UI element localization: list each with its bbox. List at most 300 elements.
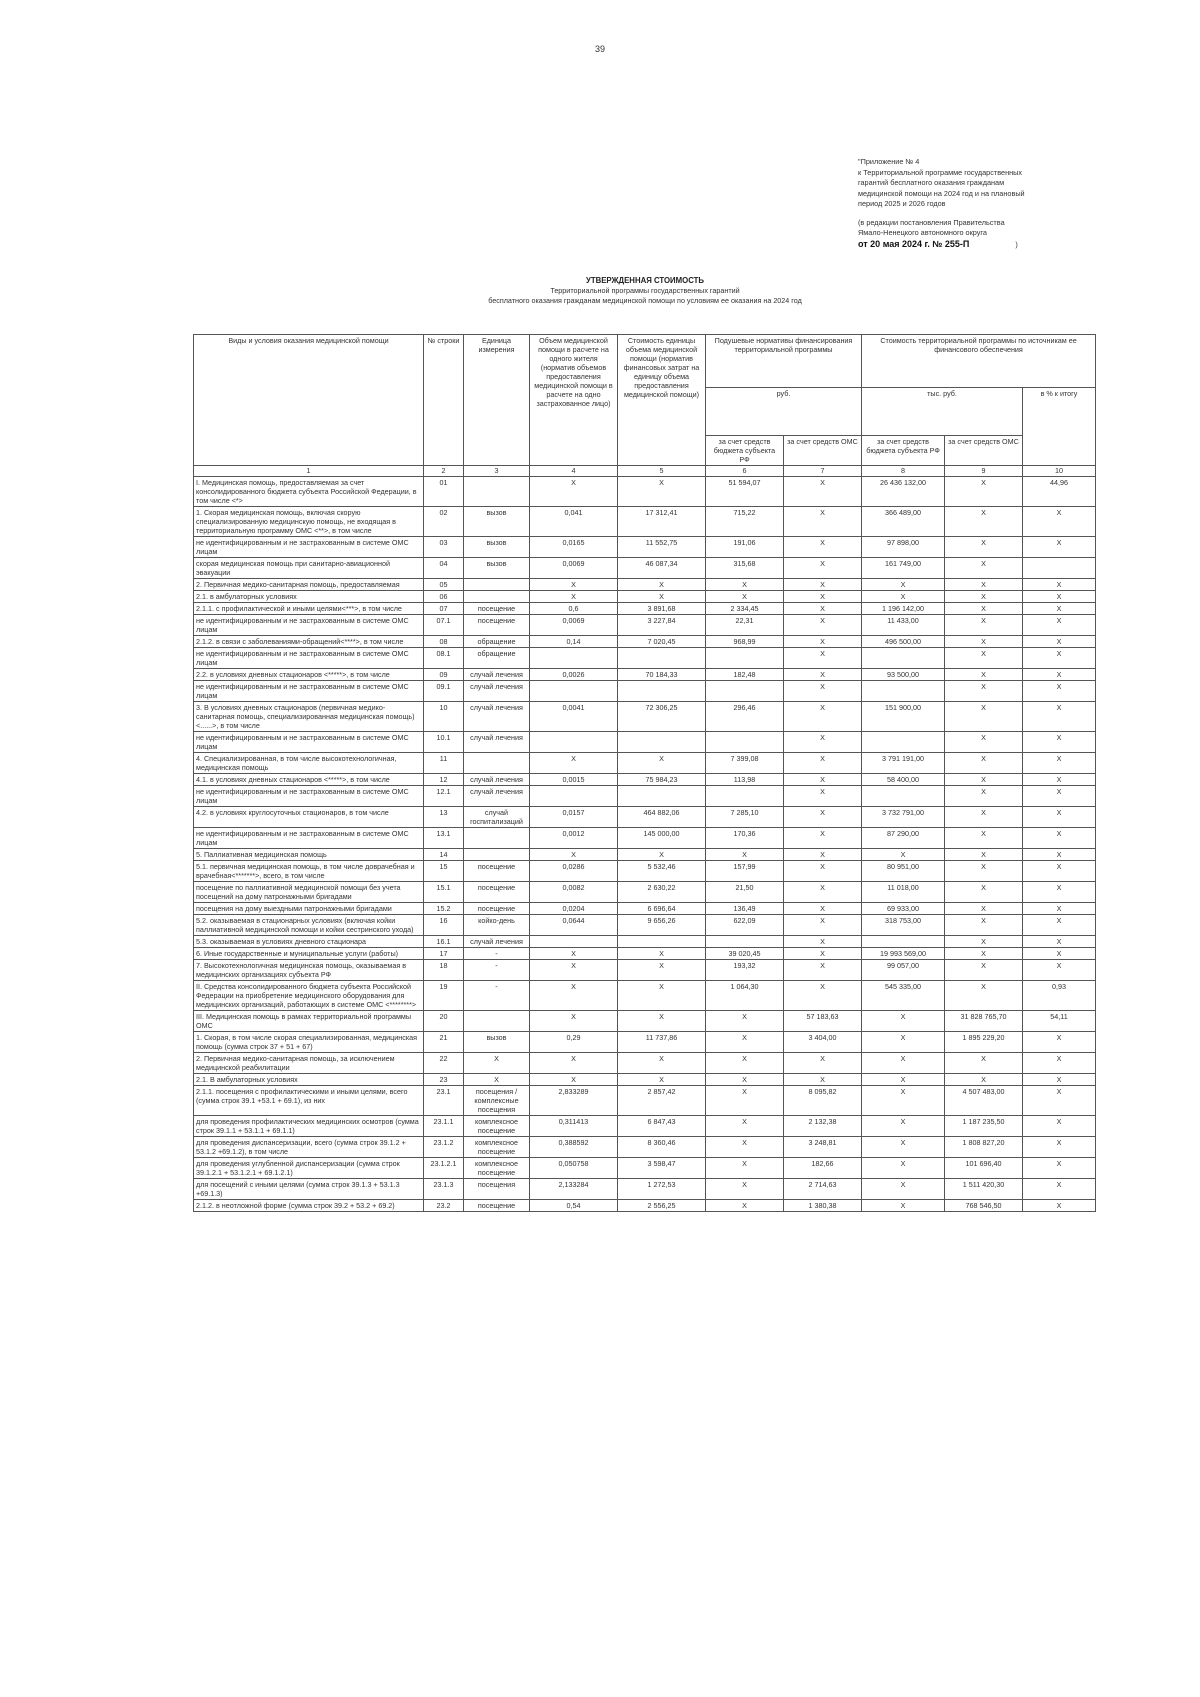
row-number: 04 xyxy=(424,558,464,579)
per-capita-budget-cell: Х xyxy=(706,579,784,591)
cost-budget-cell: 26 436 132,00 xyxy=(862,477,945,507)
percent-cell: Х xyxy=(1023,1179,1096,1200)
percent-cell: Х xyxy=(1023,1074,1096,1086)
unit-cell: случай лечения xyxy=(464,936,530,948)
volume-cell: 0,0041 xyxy=(530,702,618,732)
cost-budget-cell: Х xyxy=(862,1053,945,1074)
header-rub: руб. xyxy=(706,388,862,436)
cost-budget-cell: Х xyxy=(862,1200,945,1212)
percent-cell: Х xyxy=(1023,681,1096,702)
cost-budget-cell xyxy=(862,936,945,948)
table-row xyxy=(194,669,1096,681)
table-row xyxy=(194,702,1096,732)
cost-oms-cell: 4 507 483,00 xyxy=(945,1086,1023,1116)
cost-budget-cell: Х xyxy=(862,1116,945,1137)
table-row xyxy=(194,615,1096,636)
row-number: 18 xyxy=(424,960,464,981)
percent-cell: Х xyxy=(1023,603,1096,615)
volume-cell: Х xyxy=(530,753,618,774)
cost-budget-cell: Х xyxy=(862,1137,945,1158)
unit-cell xyxy=(464,1011,530,1032)
table-row xyxy=(194,1116,1096,1137)
row-number: 15.2 xyxy=(424,903,464,915)
column-numbers-row xyxy=(194,466,1096,477)
unit-cell: случай лечения xyxy=(464,732,530,753)
table-row xyxy=(194,1179,1096,1200)
volume-cell: 0,0069 xyxy=(530,558,618,579)
volume-cell: Х xyxy=(530,948,618,960)
cost-oms-cell: Х xyxy=(945,732,1023,753)
row-label: не идентифицированным и не застрахованным в системе ОМС лицам xyxy=(194,537,424,558)
per-capita-budget-cell: 2 334,45 xyxy=(706,603,784,615)
row-number: 06 xyxy=(424,591,464,603)
unit-cost-cell: 464 882,06 xyxy=(618,807,706,828)
per-capita-oms-cell: 3 248,81 xyxy=(784,1137,862,1158)
table-row xyxy=(194,828,1096,849)
table-row xyxy=(194,903,1096,915)
cost-budget-cell: Х xyxy=(862,1179,945,1200)
row-number: 23.1.2 xyxy=(424,1137,464,1158)
row-label: для посещений с иными целями (сумма строк 39.1.3 + 53.1.3 +69.1.3) xyxy=(194,1179,424,1200)
volume-cell: Х xyxy=(530,960,618,981)
row-label: 2.2. в условиях дневных стационаров <*****>, в том числе xyxy=(194,669,424,681)
cost-oms-cell: Х xyxy=(945,603,1023,615)
unit-cell xyxy=(464,753,530,774)
row-number: 09 xyxy=(424,669,464,681)
row-label: для проведения профилактических медицинских осмотров (сумма строк 39.1.1 + 53.1.1 + 69.1.1) xyxy=(194,1116,424,1137)
percent-cell: Х xyxy=(1023,786,1096,807)
per-capita-oms-cell: Х xyxy=(784,702,862,732)
unit-cost-cell: 72 306,25 xyxy=(618,702,706,732)
volume-cell: 0,0204 xyxy=(530,903,618,915)
per-capita-budget-cell: 7 399,08 xyxy=(706,753,784,774)
per-capita-budget-cell: 7 285,10 xyxy=(706,807,784,828)
unit-cost-cell: Х xyxy=(618,981,706,1011)
volume-cell: 0,54 xyxy=(530,1200,618,1212)
row-label: 2.1.1. посещения с профилактическими и иными целями, всего (сумма строк 39.1 +53.1 + 69.1), из них xyxy=(194,1086,424,1116)
row-label: 4.2. в условиях круглосуточных стационаров, в том числе xyxy=(194,807,424,828)
volume-cell xyxy=(530,648,618,669)
percent-cell: Х xyxy=(1023,948,1096,960)
row-label: 2.1. В амбулаторных условиях xyxy=(194,1074,424,1086)
table-row xyxy=(194,579,1096,591)
per-capita-oms-cell: 8 095,82 xyxy=(784,1086,862,1116)
row-number: 12.1 xyxy=(424,786,464,807)
row-label: 3. В условиях дневных стационаров (первичная медико-санитарная помощь, специализированная медицинская помощь)<......>, в том числе xyxy=(194,702,424,732)
table-row xyxy=(194,732,1096,753)
per-capita-oms-cell: Х xyxy=(784,732,862,753)
table-row xyxy=(194,537,1096,558)
cost-budget-cell: Х xyxy=(862,1158,945,1179)
unit-cell: вызов xyxy=(464,1032,530,1053)
table-row xyxy=(194,1032,1096,1053)
table-row xyxy=(194,1200,1096,1212)
unit-cost-cell: Х xyxy=(618,753,706,774)
document-title xyxy=(190,276,1100,306)
per-capita-budget-cell: 136,49 xyxy=(706,903,784,915)
row-number: 13.1 xyxy=(424,828,464,849)
table-row xyxy=(194,948,1096,960)
header-oms-2: за счет средств ОМС xyxy=(945,436,1023,466)
percent-cell: Х xyxy=(1023,1086,1096,1116)
cost-oms-cell: Х xyxy=(945,591,1023,603)
column-number: 5 xyxy=(618,466,706,477)
per-capita-budget-cell: 170,36 xyxy=(706,828,784,849)
volume-cell xyxy=(530,681,618,702)
per-capita-oms-cell: Х xyxy=(784,981,862,1011)
cost-oms-cell: Х xyxy=(945,936,1023,948)
unit-cell xyxy=(464,849,530,861)
unit-cost-cell: 3 891,68 xyxy=(618,603,706,615)
row-number: 16 xyxy=(424,915,464,936)
per-capita-oms-cell: Х xyxy=(784,903,862,915)
row-number: 23.1 xyxy=(424,1086,464,1116)
unit-cell: койко-день xyxy=(464,915,530,936)
unit-cell: комплексное посещение xyxy=(464,1158,530,1179)
row-number: 23.2 xyxy=(424,1200,464,1212)
column-number: 2 xyxy=(424,466,464,477)
row-label: 7. Высокотехнологичная медицинская помощь, оказываемая в медицинских организациях субъекта РФ xyxy=(194,960,424,981)
volume-cell: Х xyxy=(530,1074,618,1086)
unit-cost-cell xyxy=(618,936,706,948)
unit-cell xyxy=(464,579,530,591)
unit-cost-cell: 7 020,45 xyxy=(618,636,706,648)
row-number: 17 xyxy=(424,948,464,960)
per-capita-budget-cell: Х xyxy=(706,1200,784,1212)
row-label: 2.1.2. в неотложной форме (сумма строк 39.2 + 53.2 + 69.2) xyxy=(194,1200,424,1212)
cost-budget-cell: Х xyxy=(862,579,945,591)
percent-cell: Х xyxy=(1023,1032,1096,1053)
per-capita-budget-cell xyxy=(706,936,784,948)
per-capita-oms-cell: Х xyxy=(784,579,862,591)
row-label: скорая медицинская помощь при санитарно-авиационной эвакуации xyxy=(194,558,424,579)
unit-cell: случай лечения xyxy=(464,681,530,702)
per-capita-budget-cell: Х xyxy=(706,1086,784,1116)
per-capita-oms-cell: Х xyxy=(784,1053,862,1074)
per-capita-oms-cell: Х xyxy=(784,774,862,786)
unit-cell: обращение xyxy=(464,636,530,648)
volume-cell xyxy=(530,936,618,948)
unit-cell: посещение xyxy=(464,1200,530,1212)
unit-cost-cell: 2 857,42 xyxy=(618,1086,706,1116)
header-volume: Объем медицинской помощи в расчете на одного жителя (норматив объемов предоставления медицинской помощи в расчете на одно застрахованное лицо) xyxy=(530,335,618,466)
volume-cell: 0,041 xyxy=(530,507,618,537)
percent-cell: Х xyxy=(1023,636,1096,648)
volume-cell: 0,0026 xyxy=(530,669,618,681)
appendix-line: к Территориальной программе государственных xyxy=(858,167,1023,177)
per-capita-budget-cell: 21,50 xyxy=(706,882,784,903)
row-label: II. Средства консолидированного бюджета субъекта Российской Федерации на приобретение медицинского оборудования для медицинских организаций, работающих в системе ОМС <********> xyxy=(194,981,424,1011)
cost-oms-cell: Х xyxy=(945,960,1023,981)
volume-cell: Х xyxy=(530,591,618,603)
percent-cell: Х xyxy=(1023,1116,1096,1137)
column-number: 6 xyxy=(706,466,784,477)
cost-budget-cell: 99 057,00 xyxy=(862,960,945,981)
cost-budget-cell: Х xyxy=(862,1011,945,1032)
unit-cell: - xyxy=(464,981,530,1011)
row-label: 5.1. первичная медицинская помощь, в том числе доврачебная и врачебная<*******>, всего, в том числе xyxy=(194,861,424,882)
percent-cell: Х xyxy=(1023,1137,1096,1158)
cost-budget-cell: Х xyxy=(862,1086,945,1116)
row-label: 2. Первичная медико-санитарная помощь, за исключением медицинской реабилитации xyxy=(194,1053,424,1074)
header-oms: за счет средств ОМС xyxy=(784,436,862,466)
cost-oms-cell: Х xyxy=(945,828,1023,849)
cost-oms-cell: Х xyxy=(945,669,1023,681)
cost-budget-cell: 545 335,00 xyxy=(862,981,945,1011)
row-label: посещения на дому выездными патронажными бригадами xyxy=(194,903,424,915)
title-line: УТВЕРЖДЕННАЯ СТОИМОСТЬ xyxy=(585,276,705,285)
volume-cell: Х xyxy=(530,579,618,591)
row-label: для проведения диспансеризации, всего (сумма строк 39.1.2 + 53.1.2 +69.1.2), в том числе xyxy=(194,1137,424,1158)
unit-cell: вызов xyxy=(464,558,530,579)
percent-cell: Х xyxy=(1023,591,1096,603)
row-label: не идентифицированным и не застрахованным в системе ОМС лицам xyxy=(194,828,424,849)
per-capita-budget-cell: 51 594,07 xyxy=(706,477,784,507)
column-number: 10 xyxy=(1023,466,1096,477)
row-number: 03 xyxy=(424,537,464,558)
cost-budget-cell: 161 749,00 xyxy=(862,558,945,579)
table-row xyxy=(194,507,1096,537)
cost-budget-cell: 3 791 191,00 xyxy=(862,753,945,774)
cost-budget-cell xyxy=(862,648,945,669)
appendix-paren: ) xyxy=(1015,239,1018,249)
cost-budget-cell: 3 732 791,00 xyxy=(862,807,945,828)
per-capita-budget-cell: 39 020,45 xyxy=(706,948,784,960)
percent-cell: Х xyxy=(1023,774,1096,786)
cost-oms-cell: 101 696,40 xyxy=(945,1158,1023,1179)
cost-budget-cell: Х xyxy=(862,591,945,603)
table-row xyxy=(194,591,1096,603)
per-capita-oms-cell: 182,66 xyxy=(784,1158,862,1179)
percent-cell: Х xyxy=(1023,669,1096,681)
volume-cell: 2,833289 xyxy=(530,1086,618,1116)
volume-cell: Х xyxy=(530,849,618,861)
row-number: 23.1.1 xyxy=(424,1116,464,1137)
per-capita-budget-cell: 157,99 xyxy=(706,861,784,882)
percent-cell: Х xyxy=(1023,903,1096,915)
per-capita-oms-cell: 2 132,38 xyxy=(784,1116,862,1137)
row-label: 4. Специализированная, в том числе высокотехнологичная, медицинская помощь xyxy=(194,753,424,774)
table-row xyxy=(194,648,1096,669)
row-number: 23.1.3 xyxy=(424,1179,464,1200)
row-number: 15.1 xyxy=(424,882,464,903)
per-capita-budget-cell xyxy=(706,732,784,753)
unit-cost-cell: 46 087,34 xyxy=(618,558,706,579)
table-row xyxy=(194,1137,1096,1158)
row-label: 4.1. в условиях дневных стационаров <*****>, в том числе xyxy=(194,774,424,786)
table-row xyxy=(194,774,1096,786)
cost-budget-cell: 69 933,00 xyxy=(862,903,945,915)
percent-cell: Х xyxy=(1023,915,1096,936)
row-number: 21 xyxy=(424,1032,464,1053)
appendix-line: "Приложение № 4 xyxy=(858,157,920,166)
per-capita-budget-cell xyxy=(706,648,784,669)
unit-cost-cell: Х xyxy=(618,1053,706,1074)
cost-oms-cell: Х xyxy=(945,1053,1023,1074)
per-capita-oms-cell: Х xyxy=(784,615,862,636)
unit-cell: посещение xyxy=(464,861,530,882)
unit-cost-cell: 75 984,23 xyxy=(618,774,706,786)
percent-cell xyxy=(1023,558,1096,579)
cost-budget-cell: 97 898,00 xyxy=(862,537,945,558)
volume-cell xyxy=(530,732,618,753)
unit-cell: комплексное посещение xyxy=(464,1137,530,1158)
row-label: не идентифицированным и не застрахованным в системе ОМС лицам xyxy=(194,615,424,636)
unit-cost-cell: 6 847,43 xyxy=(618,1116,706,1137)
cost-oms-cell: Х xyxy=(945,915,1023,936)
cost-oms-cell: Х xyxy=(945,849,1023,861)
unit-cost-cell: Х xyxy=(618,1011,706,1032)
row-label: 2.1.1. с профилактической и иными целями<***>, в том числе xyxy=(194,603,424,615)
per-capita-budget-cell: Х xyxy=(706,1074,784,1086)
per-capita-oms-cell: Х xyxy=(784,636,862,648)
per-capita-oms-cell: Х xyxy=(784,828,862,849)
unit-cell: посещение xyxy=(464,903,530,915)
header-budget-rf-2: за счет средств бюджета субъекта РФ xyxy=(862,436,945,466)
cost-oms-cell: Х xyxy=(945,648,1023,669)
volume-cell: 0,0012 xyxy=(530,828,618,849)
unit-cost-cell: Х xyxy=(618,579,706,591)
cost-oms-cell: Х xyxy=(945,948,1023,960)
row-number: 01 xyxy=(424,477,464,507)
cost-oms-cell: 1 511 420,30 xyxy=(945,1179,1023,1200)
row-label: не идентифицированным и не застрахованным в системе ОМС лицам xyxy=(194,732,424,753)
volume-cell: Х xyxy=(530,477,618,507)
cost-oms-cell: Х xyxy=(945,882,1023,903)
volume-cell: 2,133284 xyxy=(530,1179,618,1200)
per-capita-oms-cell: Х xyxy=(784,681,862,702)
row-number: 07.1 xyxy=(424,615,464,636)
volume-cell: 0,0069 xyxy=(530,615,618,636)
percent-cell: 44,96 xyxy=(1023,477,1096,507)
cost-budget-cell: Х xyxy=(862,849,945,861)
row-number: 13 xyxy=(424,807,464,828)
cost-oms-cell: Х xyxy=(945,807,1023,828)
row-number: 08 xyxy=(424,636,464,648)
per-capita-budget-cell: 1 064,30 xyxy=(706,981,784,1011)
unit-cost-cell: 70 184,33 xyxy=(618,669,706,681)
per-capita-oms-cell: Х xyxy=(784,882,862,903)
unit-cell: вызов xyxy=(464,537,530,558)
table-row xyxy=(194,636,1096,648)
appendix-line: гарантий бесплатного оказания гражданам xyxy=(858,178,1005,187)
unit-cell: Х xyxy=(464,1053,530,1074)
table-row xyxy=(194,477,1096,507)
per-capita-oms-cell: Х xyxy=(784,591,862,603)
cost-budget-cell xyxy=(862,732,945,753)
per-capita-budget-cell: 968,99 xyxy=(706,636,784,648)
unit-cost-cell: 2 630,22 xyxy=(618,882,706,903)
table-row xyxy=(194,681,1096,702)
cost-oms-cell: Х xyxy=(945,903,1023,915)
cost-oms-cell: 1 895 229,20 xyxy=(945,1032,1023,1053)
unit-cost-cell xyxy=(618,732,706,753)
appendix-date: от 20 мая 2024 г. № 255-П xyxy=(858,238,970,249)
row-number: 14 xyxy=(424,849,464,861)
cost-oms-cell: Х xyxy=(945,558,1023,579)
unit-cell: Х xyxy=(464,1074,530,1086)
table-row xyxy=(194,786,1096,807)
row-number: 19 xyxy=(424,981,464,1011)
cost-budget-cell: 11 018,00 xyxy=(862,882,945,903)
unit-cell: посещения xyxy=(464,1179,530,1200)
row-label: 1. Скорая, в том числе скорая специализированная, медицинская помощь (сумма строк 37 + 51 + 67) xyxy=(194,1032,424,1053)
cost-oms-cell: Х xyxy=(945,753,1023,774)
row-number: 05 xyxy=(424,579,464,591)
cost-oms-cell: Х xyxy=(945,507,1023,537)
row-label: 2.1.2. в связи с заболеваниями-обращений<****>, в том числе xyxy=(194,636,424,648)
per-capita-budget-cell: 191,06 xyxy=(706,537,784,558)
volume-cell: 0,0165 xyxy=(530,537,618,558)
percent-cell: Х xyxy=(1023,732,1096,753)
cost-budget-cell: 80 951,00 xyxy=(862,861,945,882)
percent-cell: Х xyxy=(1023,615,1096,636)
per-capita-oms-cell: Х xyxy=(784,807,862,828)
unit-cost-cell: 145 000,00 xyxy=(618,828,706,849)
cost-budget-cell: Х xyxy=(862,1032,945,1053)
row-label: 5. Паллиативная медицинская помощь xyxy=(194,849,424,861)
unit-cost-cell: 11 552,75 xyxy=(618,537,706,558)
percent-cell: Х xyxy=(1023,960,1096,981)
per-capita-oms-cell: 3 404,00 xyxy=(784,1032,862,1053)
cost-oms-cell: Х xyxy=(945,681,1023,702)
table-row xyxy=(194,807,1096,828)
appendix-line: Ямало-Ненецкого автономного округа xyxy=(858,228,987,237)
row-number: 09.1 xyxy=(424,681,464,702)
appendix-note xyxy=(858,157,1088,250)
per-capita-budget-cell: Х xyxy=(706,1158,784,1179)
per-capita-oms-cell: Х xyxy=(784,936,862,948)
row-label: для проведения углубленной диспансеризации (сумма строк 39.1.2.1 + 53.1.2.1 + 69.1.2.1) xyxy=(194,1158,424,1179)
per-capita-budget-cell: Х xyxy=(706,1116,784,1137)
row-number: 11 xyxy=(424,753,464,774)
unit-cost-cell: Х xyxy=(618,960,706,981)
title-line: бесплатного оказания гражданам медицинской помощи по условиям ее оказания на 2024 год xyxy=(488,296,802,305)
table-row xyxy=(194,1011,1096,1032)
per-capita-oms-cell: Х xyxy=(784,849,862,861)
per-capita-oms-cell: 57 183,63 xyxy=(784,1011,862,1032)
unit-cost-cell: Х xyxy=(618,591,706,603)
per-capita-budget-cell: Х xyxy=(706,1179,784,1200)
percent-cell: Х xyxy=(1023,648,1096,669)
volume-cell: 0,29 xyxy=(530,1032,618,1053)
header-budget-rf: за счет средств бюджета субъекта РФ xyxy=(706,436,784,466)
cost-oms-cell: Х xyxy=(945,636,1023,648)
header-kinds: Виды и условия оказания медицинской помощи xyxy=(194,335,424,466)
per-capita-oms-cell: Х xyxy=(784,507,862,537)
per-capita-budget-cell xyxy=(706,681,784,702)
cost-oms-cell: Х xyxy=(945,477,1023,507)
volume-cell: 0,050758 xyxy=(530,1158,618,1179)
per-capita-budget-cell: 715,22 xyxy=(706,507,784,537)
unit-cell: случай лечения xyxy=(464,669,530,681)
table-row xyxy=(194,861,1096,882)
appendix-date-line xyxy=(858,239,1088,251)
cost-budget-cell: 496 500,00 xyxy=(862,636,945,648)
volume-cell: 0,311413 xyxy=(530,1116,618,1137)
row-number: 07 xyxy=(424,603,464,615)
unit-cost-cell: Х xyxy=(618,477,706,507)
cost-budget-cell: 366 489,00 xyxy=(862,507,945,537)
per-capita-oms-cell: Х xyxy=(784,960,862,981)
table-row xyxy=(194,936,1096,948)
per-capita-budget-cell: 113,98 xyxy=(706,774,784,786)
volume-cell: 0,6 xyxy=(530,603,618,615)
per-capita-oms-cell: Х xyxy=(784,753,862,774)
unit-cell: комплексное посещение xyxy=(464,1116,530,1137)
per-capita-budget-cell: 315,68 xyxy=(706,558,784,579)
cost-budget-cell: 151 900,00 xyxy=(862,702,945,732)
